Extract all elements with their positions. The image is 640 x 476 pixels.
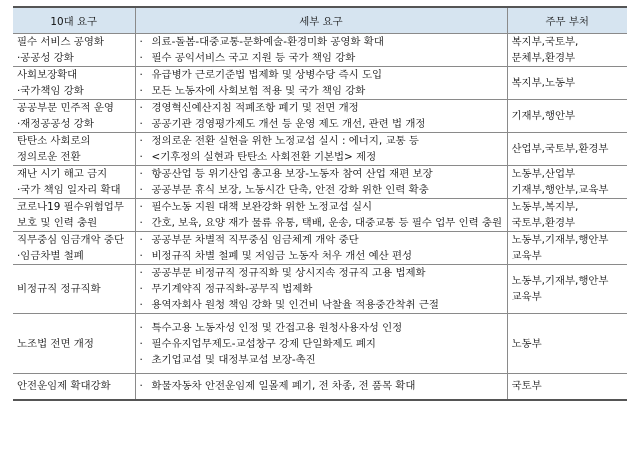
demand-text: ·공공성 강화	[17, 52, 74, 64]
bullet-icon: ·	[139, 299, 143, 311]
demand-cell	[13, 67, 135, 100]
bullet-icon: ·	[139, 380, 143, 393]
demand-cell	[13, 374, 135, 400]
detail-text: 유급병가 근로기준법 법제화 및 상병수당 즉시 도입	[151, 69, 383, 81]
demand-text: 공공부문 민주적 운영	[17, 102, 114, 114]
bullet-icon: ·	[139, 151, 143, 163]
detail-item	[140, 166, 503, 182]
demand-text: 노조법 전면 개정	[17, 337, 94, 350]
bullet-icon: ·	[139, 118, 143, 130]
detail-item	[140, 378, 503, 394]
ministry-text: 복지부,노동부	[511, 77, 576, 89]
detail-text: 공공부문 비정규직 정규직화 및 상시지속 정규직 고용 법제화	[151, 267, 426, 279]
detail-item	[140, 149, 503, 165]
table-row	[13, 67, 627, 100]
detail-item	[140, 100, 503, 116]
ministry-cell	[507, 374, 627, 400]
ministry-text: 교육부	[511, 250, 542, 262]
bullet-icon: ·	[139, 234, 143, 246]
demand-text: 직무중심 임금개악 중단	[17, 234, 124, 246]
ministry-text: 노동부,기재부,행안부	[511, 275, 609, 287]
detail-text: 정의로운 전환 실현을 위한 노정교섭 실시 : 에너지, 교통 등	[151, 135, 419, 147]
table-row	[13, 34, 627, 67]
demand-text: 비정규직 정규직화	[17, 283, 101, 295]
demand-cell	[13, 166, 135, 199]
bullet-icon: ·	[139, 353, 143, 366]
ministry-cell	[507, 265, 627, 314]
demand-cell	[13, 133, 135, 166]
detail-text: 비정규직 차별 철폐 및 저임금 노동자 처우 개선 예산 편성	[151, 250, 413, 262]
ministry-text: 노동부	[511, 337, 542, 350]
demand-cell	[13, 34, 135, 67]
table-row	[13, 374, 627, 400]
detail-cell	[135, 265, 507, 314]
table-row	[13, 232, 627, 265]
ministry-text: 기재부,행안부	[511, 110, 576, 122]
demand-text: ·재정공공성 강화	[17, 118, 94, 130]
detail-item	[140, 232, 503, 248]
detail-text: 모든 노동자에 사회보험 적용 및 국가 책임 강화	[151, 85, 366, 97]
detail-item	[140, 133, 503, 149]
demand-text: 보호 및 인력 충원	[17, 217, 98, 229]
bullet-icon: ·	[139, 52, 143, 64]
bullet-icon: ·	[139, 168, 143, 180]
detail-cell	[135, 34, 507, 67]
table-row	[13, 100, 627, 133]
ministry-cell	[507, 314, 627, 374]
detail-text: 공공부문 휴식 보장, 노동시간 단축, 안전 강화 위한 인력 확충	[151, 184, 429, 196]
ministry-text: 산업부,국토부,환경부	[511, 143, 609, 155]
detail-text: 화물자동차 안전운임제 일몰제 폐기, 전 차종, 전 품목 확대	[151, 380, 416, 393]
detail-text: 용역자회사 원청 책임 강화 및 인건비 낙찰율 적용중간착취 근절	[151, 299, 439, 311]
demand-text: ·국가책임 강화	[17, 85, 84, 97]
policy-table	[13, 6, 627, 401]
detail-text: 필수노동 지원 대책 보완강화 위한 노정교섭 실시	[151, 201, 373, 213]
demand-text: 코로나19 필수위험업무	[17, 201, 124, 213]
detail-text: 의료-돌봄-대중교통-문화예술-환경미화 공영화 확대	[151, 36, 384, 48]
ministry-cell	[507, 34, 627, 67]
detail-text: 간호, 보육, 요양 재가 물류 유통, 택배, 운송, 대중교통 등 필수 업무 인력 충원	[151, 217, 503, 229]
detail-item	[140, 83, 503, 99]
detail-text: 무기계약직 정규직화-공무직 법제화	[151, 283, 313, 295]
ministry-cell	[507, 133, 627, 166]
demand-text: ·국가 책임 일자리 확대	[17, 184, 121, 196]
demand-cell	[13, 265, 135, 314]
ministry-cell	[507, 199, 627, 232]
bullet-icon: ·	[139, 267, 143, 279]
table-row	[13, 265, 627, 314]
table-row	[13, 166, 627, 199]
ministry-cell	[507, 67, 627, 100]
demand-cell	[13, 314, 135, 374]
detail-cell	[135, 314, 507, 374]
bullet-icon: ·	[139, 69, 143, 81]
detail-item	[140, 215, 503, 231]
demand-text: 안전운임제 확대강화	[17, 380, 111, 393]
ministry-text: 노동부,복지부,	[511, 201, 579, 213]
detail-cell	[135, 374, 507, 400]
detail-item	[140, 182, 503, 198]
detail-cell	[135, 232, 507, 265]
detail-text: 공공기관 경영평가제도 개선 등 운영 제도 개선, 관련 법 개정	[151, 118, 426, 130]
detail-text: 항공산업 등 위기산업 총고용 보장-노동자 참여 산업 재편 보장	[151, 168, 433, 180]
detail-item	[140, 67, 503, 83]
detail-item	[140, 34, 503, 50]
ministry-cell	[507, 100, 627, 133]
demand-text: ·임금차별 철폐	[17, 250, 84, 262]
ministry-text: 국토부,환경부	[511, 217, 576, 229]
detail-text: 경영혁신예산지침 적폐조항 폐기 및 전면 개정	[151, 102, 359, 114]
bullet-icon: ·	[139, 250, 143, 262]
ministry-text: 기재부,행안부,교육부	[511, 184, 609, 196]
detail-item	[140, 248, 503, 264]
detail-item	[140, 352, 503, 368]
ministry-cell	[507, 166, 627, 199]
ministry-text: 노동부,산업부	[511, 168, 576, 180]
header-detailed-demands: 세부 요구	[135, 7, 507, 34]
detail-item	[140, 199, 503, 215]
demand-text: 탄탄소 사회로의	[17, 135, 91, 147]
detail-item	[140, 281, 503, 297]
detail-text: 공공부문 차별적 직무중심 임금체계 개악 중단	[151, 234, 359, 246]
detail-item	[140, 297, 503, 313]
detail-cell	[135, 166, 507, 199]
table-row	[13, 199, 627, 232]
demand-cell	[13, 232, 135, 265]
detail-item	[140, 265, 503, 281]
detail-cell	[135, 199, 507, 232]
detail-cell	[135, 100, 507, 133]
detail-text: 특수고용 노동자성 인정 및 간접고용 원청사용자성 인정	[151, 321, 403, 334]
demand-text: 정의로운 전환	[17, 151, 81, 163]
detail-cell	[135, 133, 507, 166]
detail-text: 필수유지업무제도-교섭창구 강제 단일화제도 폐지	[151, 337, 376, 350]
table-header-row	[13, 7, 627, 34]
ministry-cell	[507, 232, 627, 265]
demand-text: 재난 시기 해고 금지	[17, 168, 108, 180]
detail-item	[140, 50, 503, 66]
ministry-text: 국토부	[511, 380, 542, 393]
bullet-icon: ·	[139, 217, 143, 229]
bullet-icon: ·	[139, 135, 143, 147]
ministry-text: 노동부,기재부,행안부	[511, 234, 609, 246]
bullet-icon: ·	[139, 36, 143, 48]
detail-text: 필수 공익서비스 국고 지원 등 국가 책임 강화	[151, 52, 356, 64]
detail-item	[140, 336, 503, 352]
table-row	[13, 314, 627, 374]
table-row	[13, 133, 627, 166]
bullet-icon: ·	[139, 283, 143, 295]
bullet-icon: ·	[139, 85, 143, 97]
detail-cell	[135, 67, 507, 100]
demand-text: 사회보장확대	[17, 69, 78, 81]
detail-item	[140, 320, 503, 336]
header-ten-demands: 10대 요구	[13, 7, 135, 34]
bullet-icon: ·	[139, 102, 143, 114]
detail-text: <기후정의 실현과 탄탄소 사회전환 기본법> 제정	[151, 151, 377, 163]
bullet-icon: ·	[139, 201, 143, 213]
bullet-icon: ·	[139, 337, 143, 350]
header-responsible-ministry: 주무 부처	[507, 7, 627, 34]
demand-text: 필수 서비스 공영화	[17, 36, 104, 48]
ministry-text: 문체부,환경부	[511, 52, 576, 64]
ministry-text: 복지부,국토부,	[511, 36, 579, 48]
detail-item	[140, 116, 503, 132]
bullet-icon: ·	[139, 184, 143, 196]
demand-cell	[13, 100, 135, 133]
detail-text: 초기업교섭 및 대정부교섭 보장-촉진	[151, 353, 316, 366]
bullet-icon: ·	[139, 321, 143, 334]
ministry-text: 교육부	[511, 291, 542, 303]
demand-cell	[13, 199, 135, 232]
